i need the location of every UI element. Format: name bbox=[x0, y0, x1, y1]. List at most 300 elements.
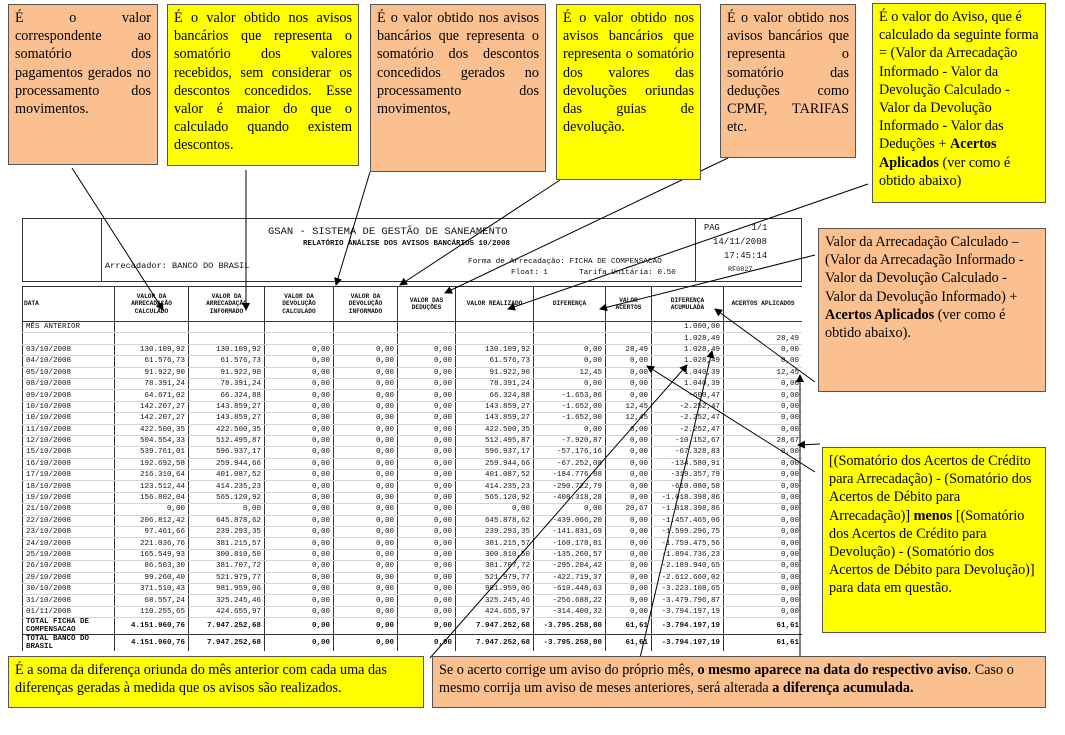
table-cell: 0,00 bbox=[334, 413, 398, 424]
table-cell: 0,00 bbox=[265, 424, 334, 435]
table-cell: 0,00 bbox=[606, 424, 652, 435]
table-cell: 0,00 bbox=[606, 447, 652, 458]
table-cell: 7.947.252,68 bbox=[189, 635, 265, 651]
table-cell: 21/10/2008 bbox=[23, 504, 115, 515]
table-cell: 0,00 bbox=[724, 401, 803, 412]
table-cell: 0,00 bbox=[724, 390, 803, 401]
table-cell: 61.576,73 bbox=[115, 356, 189, 367]
table-cell: 0,00 bbox=[265, 538, 334, 549]
table-cell: 25/10/2008 bbox=[23, 549, 115, 560]
note-text: É o valor correspondente ao somatório dos pagamentos gerados no processamento dos movimentos. bbox=[15, 10, 151, 118]
table-cell: 1.040,39 bbox=[652, 378, 724, 389]
table-cell: 0,00 bbox=[606, 435, 652, 446]
table-cell: 0,00 bbox=[265, 635, 334, 651]
table-cell: 0,00 bbox=[398, 470, 456, 481]
table-cell: 0,00 bbox=[724, 413, 803, 424]
table-cell: 28,67 bbox=[724, 435, 803, 446]
column-header: DATA bbox=[23, 287, 115, 322]
table-cell: -1.652,00 bbox=[534, 401, 606, 412]
note-text: É o valor do Aviso, que é calculado da seguinte forma = (Valor da Arrecadação Informado - Valor da Devolução Calculado - Valor da Devolução Informado - Valor das Deduções + bbox=[879, 9, 1039, 153]
note-text: É o valor obtido nos avisos bancários que representa o somatório dos valores recebidos, sem considerar os descontos concedidos. Esse valor é maior do que o calculado quando existem descontos. bbox=[174, 10, 352, 154]
note-text: [(Somatório dos Acertos de Crédito para Arrecadação) - (Somatório dos Acertos de Débito para Arrecadação)] bbox=[829, 453, 1032, 524]
table-cell: 26/10/2008 bbox=[23, 561, 115, 572]
note-text: Se o acerto corrige um aviso do próprio mês, bbox=[439, 662, 698, 678]
table-cell: 0,00 bbox=[398, 367, 456, 378]
report-code: RF0827 bbox=[728, 266, 753, 274]
table-cell: 12/10/2008 bbox=[23, 435, 115, 446]
table-cell: 0,00 bbox=[724, 470, 803, 481]
table-cell: 24/10/2008 bbox=[23, 538, 115, 549]
table-cell: 0,00 bbox=[334, 561, 398, 572]
note-devolucao-informado bbox=[556, 4, 701, 180]
note-text: Valor da Arrecadação Calculado – (Valor da Arrecadação Informado - Valor da Devolução Calculado - Valor da Devolução Informado) + bbox=[825, 234, 1024, 305]
table-cell: 0,00 bbox=[334, 595, 398, 606]
table-cell: 0,00 bbox=[265, 583, 334, 594]
table-cell: 0,00 bbox=[265, 504, 334, 515]
table-cell: 91.922,90 bbox=[189, 367, 265, 378]
table-cell: 61,61 bbox=[606, 618, 652, 635]
table-cell: -1.652,00 bbox=[534, 413, 606, 424]
table-cell: 66.324,88 bbox=[456, 390, 534, 401]
table-cell: 0,00 bbox=[398, 435, 456, 446]
table-cell: 0,00 bbox=[398, 595, 456, 606]
table-cell: 01/11/2008 bbox=[23, 606, 115, 617]
report-title: RELATÓRIO ANÁLISE DOS AVISOS BANCÁRIOS 10/2008 bbox=[303, 240, 511, 248]
table-cell: 0,00 bbox=[534, 356, 606, 367]
column-header: VALOR DA ARRECADAÇÃO INFORMADO bbox=[189, 287, 265, 322]
table-cell: 221.036,76 bbox=[115, 538, 189, 549]
table-cell: 0,00 bbox=[334, 606, 398, 617]
table-cell: 0,00 bbox=[724, 447, 803, 458]
table-cell: 20,67 bbox=[606, 504, 652, 515]
table-cell: 68.557,24 bbox=[115, 595, 189, 606]
table-cell: 0,00 bbox=[334, 435, 398, 446]
table-cell: 0,00 bbox=[398, 527, 456, 538]
table-cell: 0,00 bbox=[398, 390, 456, 401]
table-cell: 0,00 bbox=[606, 367, 652, 378]
table-cell: 0,00 bbox=[334, 618, 398, 635]
table-cell: 0,00 bbox=[265, 470, 334, 481]
table-cell: 381.707,72 bbox=[456, 561, 534, 572]
tarifa-unitaria: Tarifa Unitária: 0.50 bbox=[579, 269, 676, 277]
note-devolucao-calculado bbox=[370, 4, 546, 172]
table-cell: -1.457.465,06 bbox=[652, 515, 724, 526]
table-cell: 0,00 bbox=[606, 595, 652, 606]
table-cell: TOTAL FICHA DE COMPENSACAO bbox=[23, 618, 115, 635]
table-cell: 0,00 bbox=[606, 538, 652, 549]
table-cell: 86.503,30 bbox=[115, 561, 189, 572]
table-cell: 0,00 bbox=[265, 390, 334, 401]
table-cell: 0,00 bbox=[265, 458, 334, 469]
note-text: [(Somatório dos Acertos de Crédito para Devolução) - (Somatório dos Acertos de Débito para Devolução)] para data em questão. bbox=[829, 507, 1035, 597]
table-cell: 0,00 bbox=[334, 356, 398, 367]
note-text: (ver como é obtido abaixo) bbox=[879, 154, 1011, 189]
table-cell: 0,00 bbox=[115, 504, 189, 515]
table-cell: 04/10/2008 bbox=[23, 356, 115, 367]
table-cell: 130.109,92 bbox=[189, 344, 265, 355]
table-cell: 78.391,24 bbox=[189, 378, 265, 389]
table-cell: 539.761,01 bbox=[115, 447, 189, 458]
table-cell: 0,00 bbox=[534, 378, 606, 389]
report-date: 14/11/2008 bbox=[713, 237, 768, 247]
table-cell: -2.189.940,65 bbox=[652, 561, 724, 572]
table-cell: 66.324,88 bbox=[189, 390, 265, 401]
table-cell: 0,00 bbox=[334, 504, 398, 515]
table-cell: 0,00 bbox=[398, 606, 456, 617]
table-cell: 29/10/2008 bbox=[23, 572, 115, 583]
table-cell: 1.028,49 bbox=[652, 333, 724, 344]
table-cell: 28,49 bbox=[724, 333, 803, 344]
note-bold: o mesmo aparece na data do respectivo aviso bbox=[697, 662, 968, 678]
table-cell: 0,00 bbox=[606, 470, 652, 481]
table-cell: 0,00 bbox=[724, 356, 803, 367]
table-cell: -422.719,37 bbox=[534, 572, 606, 583]
note-arrecadacao-calculado bbox=[8, 4, 158, 165]
table-cell: 504.554,33 bbox=[115, 435, 189, 446]
note-text: (ver como é obtido abaixo). bbox=[825, 306, 1006, 342]
table-cell: 0,00 bbox=[398, 515, 456, 526]
table-cell: 0,00 bbox=[265, 344, 334, 355]
table-cell: 61,61 bbox=[724, 635, 803, 651]
table-cell: -600,47 bbox=[652, 390, 724, 401]
table-cell: 0,00 bbox=[606, 481, 652, 492]
system-title: GSAN - SISTEMA DE GESTÃO DE SANEAMENTO bbox=[268, 226, 508, 238]
table-cell: -295.204,42 bbox=[534, 561, 606, 572]
table-cell: 61.576,73 bbox=[456, 356, 534, 367]
table-cell: 0,00 bbox=[724, 481, 803, 492]
column-header: VALOR DA ARRECADAÇÃO CALCULADO bbox=[115, 287, 189, 322]
table-cell: 0,00 bbox=[398, 413, 456, 424]
table-cell: 15/10/2008 bbox=[23, 447, 115, 458]
table-cell: 12,45 bbox=[724, 367, 803, 378]
table-cell: 0,00 bbox=[534, 424, 606, 435]
table-cell: 0,00 bbox=[334, 447, 398, 458]
table-cell: 0,00 bbox=[398, 344, 456, 355]
table-cell: 31/10/2008 bbox=[23, 595, 115, 606]
note-arrecadacao-informado bbox=[167, 4, 359, 166]
table-cell: -1.894.736,23 bbox=[652, 549, 724, 560]
table-cell: 0,00 bbox=[398, 561, 456, 572]
table-cell: -3.795.258,80 bbox=[534, 635, 606, 651]
table-cell: 0,00 bbox=[398, 401, 456, 412]
table-cell: 565.120,92 bbox=[456, 492, 534, 503]
table-cell: 0,00 bbox=[334, 481, 398, 492]
table-cell: 239.293,35 bbox=[189, 527, 265, 538]
table-cell: 19/10/2008 bbox=[23, 492, 115, 503]
column-header: DIFERENÇA bbox=[534, 287, 606, 322]
table-cell: 0,00 bbox=[606, 458, 652, 469]
column-header: DIFERENÇA ACUMULADA bbox=[652, 287, 724, 322]
table-cell: -3.795.258,80 bbox=[534, 618, 606, 635]
table-cell: 0,00 bbox=[606, 606, 652, 617]
table-cell: 165.549,93 bbox=[115, 549, 189, 560]
table-cell: 381.707,72 bbox=[189, 561, 265, 572]
table-cell: -1.759.475,56 bbox=[652, 538, 724, 549]
table-cell: 0,00 bbox=[334, 470, 398, 481]
table-cell: 0,00 bbox=[724, 492, 803, 503]
note-text: É o valor obtido nos avisos bancários que representa o somatório dos valores das devoluções oriundas das guias de devolução. bbox=[563, 10, 694, 136]
table-cell: 30/10/2008 bbox=[23, 583, 115, 594]
table-cell: 259.944,66 bbox=[189, 458, 265, 469]
table-cell: 0,00 bbox=[606, 527, 652, 538]
note-diferenca-acumulada bbox=[8, 656, 424, 708]
table-cell: 0,00 bbox=[606, 572, 652, 583]
table-cell: -439.066,20 bbox=[534, 515, 606, 526]
table-cell: 422.500,35 bbox=[115, 424, 189, 435]
table-cell: 91.922,90 bbox=[456, 367, 534, 378]
column-header: ACERTOS APLICADOS bbox=[724, 287, 803, 322]
table-cell: 596.937,17 bbox=[456, 447, 534, 458]
table-cell: 0,00 bbox=[724, 606, 803, 617]
table-cell: 18/10/2008 bbox=[23, 481, 115, 492]
table-cell: -290.722,79 bbox=[534, 481, 606, 492]
table-cell: 325.245,46 bbox=[189, 595, 265, 606]
table-cell: -1.018.398,86 bbox=[652, 492, 724, 503]
note-text: É o valor obtido nos avisos bancários que representa o somatório das deduções como CPMF, TARIFAS etc. bbox=[727, 10, 849, 136]
table-cell: 0,00 bbox=[606, 561, 652, 572]
table-cell: -135.260,57 bbox=[534, 549, 606, 560]
table-cell: -67.252,08 bbox=[534, 458, 606, 469]
table-cell: 0,00 bbox=[456, 504, 534, 515]
table-cell: 414.235,23 bbox=[456, 481, 534, 492]
table-cell: 09/10/2008 bbox=[23, 390, 115, 401]
table-cell: 565.120,92 bbox=[189, 492, 265, 503]
note-diferenca bbox=[818, 228, 1046, 392]
table-cell: 0,00 bbox=[265, 549, 334, 560]
table-cell: 0,00 bbox=[398, 635, 456, 651]
table-cell: 424.655,97 bbox=[456, 606, 534, 617]
table-cell: -2.252,47 bbox=[652, 401, 724, 412]
table-cell: 0,00 bbox=[398, 583, 456, 594]
table-cell: -314.400,32 bbox=[534, 606, 606, 617]
table-cell: 0,00 bbox=[265, 378, 334, 389]
table-cell: MÊS ANTERIOR bbox=[23, 322, 115, 333]
table-cell: 0,00 bbox=[265, 515, 334, 526]
table-cell: 0,00 bbox=[334, 583, 398, 594]
table-cell: 1.040,39 bbox=[652, 367, 724, 378]
table-cell: 78.391,24 bbox=[456, 378, 534, 389]
table-cell: 0,00 bbox=[534, 504, 606, 515]
table-cell: 0,00 bbox=[724, 538, 803, 549]
table-cell: 4.151.960,76 bbox=[115, 635, 189, 651]
table-cell: 0,00 bbox=[189, 504, 265, 515]
table-cell: 0,00 bbox=[606, 378, 652, 389]
table-cell: -3.794.197,19 bbox=[652, 618, 724, 635]
table-cell: 0,00 bbox=[265, 572, 334, 583]
table-cell: 371.510,43 bbox=[115, 583, 189, 594]
table-cell: 143.859,27 bbox=[456, 413, 534, 424]
page-number: PAG 1/1 bbox=[704, 223, 768, 233]
table-cell: -3.794.197,19 bbox=[652, 606, 724, 617]
table-cell: 521.979,77 bbox=[189, 572, 265, 583]
table-cell: 10/10/2008 bbox=[23, 413, 115, 424]
forma-arrecadacao: Forma de Arrecadação: FICHA DE COMPENSACAO bbox=[468, 258, 662, 266]
table-cell: 1.000,00 bbox=[652, 322, 724, 333]
table-cell: 0,00 bbox=[398, 378, 456, 389]
table-cell: 0,00 bbox=[265, 618, 334, 635]
table-cell: 0,00 bbox=[724, 458, 803, 469]
table-cell: 521.979,77 bbox=[456, 572, 534, 583]
report-time: 17:45:14 bbox=[724, 251, 768, 261]
table-cell: 0,00 bbox=[265, 447, 334, 458]
table-cell: -67.328,83 bbox=[652, 447, 724, 458]
table-cell: 0,00 bbox=[334, 527, 398, 538]
column-header: VALOR ACERTOS bbox=[606, 287, 652, 322]
table-cell: 981.959,06 bbox=[189, 583, 265, 594]
table-cell: 99.260,40 bbox=[115, 572, 189, 583]
table-cell: 0,00 bbox=[265, 356, 334, 367]
table-cell: 12,45 bbox=[606, 413, 652, 424]
table-cell: 0,00 bbox=[334, 367, 398, 378]
table-cell: 401.087,52 bbox=[189, 470, 265, 481]
table-cell: 0,00 bbox=[398, 447, 456, 458]
table-cell: -2.612.660,02 bbox=[652, 572, 724, 583]
table-cell: 142.207,27 bbox=[115, 401, 189, 412]
table-cell: 0,00 bbox=[534, 344, 606, 355]
note-bold: Acertos Aplicados bbox=[825, 306, 935, 323]
table-cell: 0,00 bbox=[398, 504, 456, 515]
table-cell: 259.944,66 bbox=[456, 458, 534, 469]
note-bold: a diferença acumulada. bbox=[772, 680, 914, 697]
table-cell: 22/10/2008 bbox=[23, 515, 115, 526]
table-cell: 0,00 bbox=[334, 401, 398, 412]
table-cell: -256.688,22 bbox=[534, 595, 606, 606]
column-header: VALOR DA DEVOLUÇÃO CALCULADO bbox=[265, 287, 334, 322]
table-cell: 142.207,27 bbox=[115, 413, 189, 424]
table-cell: 0,00 bbox=[334, 378, 398, 389]
note-valor-realizado bbox=[872, 3, 1046, 203]
table-cell: -3.479.796,87 bbox=[652, 595, 724, 606]
table-cell: 0,00 bbox=[606, 549, 652, 560]
table-cell: -57.176,16 bbox=[534, 447, 606, 458]
table-cell: 0,00 bbox=[398, 538, 456, 549]
table-cell: -1.018.398,86 bbox=[652, 504, 724, 515]
table-cell: TOTAL BANCO DO BRASIL bbox=[23, 635, 115, 651]
table-cell: 61.576,73 bbox=[189, 356, 265, 367]
table-cell: 16/10/2008 bbox=[23, 458, 115, 469]
table-cell: 206.812,42 bbox=[115, 515, 189, 526]
table-cell: 0,00 bbox=[724, 515, 803, 526]
table-cell: 0,00 bbox=[265, 606, 334, 617]
note-acertos-aplicados bbox=[822, 447, 1046, 633]
note-text: É a soma da diferença oriunda do mês anterior com cada uma das diferenças geradas à medida que os avisos são realizados. bbox=[15, 662, 387, 697]
table-cell: -2.252,47 bbox=[652, 413, 724, 424]
table-cell: 0,00 bbox=[334, 390, 398, 401]
table-cell: 0,00 bbox=[724, 504, 803, 515]
table-cell: 0,00 bbox=[398, 481, 456, 492]
table-cell: 422.500,35 bbox=[456, 424, 534, 435]
table-cell: 0,00 bbox=[265, 481, 334, 492]
note-text: É o valor obtido nos avisos bancários que representa o somatório dos descontos concedidos gerados no processamento dos movimentos, bbox=[377, 10, 539, 118]
table-cell: -1.653,86 bbox=[534, 390, 606, 401]
table-cell: -141.831,69 bbox=[534, 527, 606, 538]
table-cell: 17/10/2008 bbox=[23, 470, 115, 481]
table-cell: -7.920,87 bbox=[534, 435, 606, 446]
table-cell: 23/10/2008 bbox=[23, 527, 115, 538]
table-cell: 0,00 bbox=[724, 561, 803, 572]
table-cell: 596.937,17 bbox=[189, 447, 265, 458]
float-value: Float: 1 bbox=[511, 269, 548, 277]
table-cell: -610.080,58 bbox=[652, 481, 724, 492]
table-cell: -319.357,79 bbox=[652, 470, 724, 481]
table-cell: 300.810,50 bbox=[456, 549, 534, 560]
table-cell: 0,00 bbox=[398, 356, 456, 367]
table-cell: 143.859,27 bbox=[456, 401, 534, 412]
table-cell: 11/10/2008 bbox=[23, 424, 115, 435]
table-cell: 0,00 bbox=[724, 378, 803, 389]
table-cell: 156.802,04 bbox=[115, 492, 189, 503]
table-cell: 0,00 bbox=[265, 401, 334, 412]
table-cell: 0,00 bbox=[334, 458, 398, 469]
table-cell: 325.245,46 bbox=[456, 595, 534, 606]
note-bold: Acertos Aplicados bbox=[879, 136, 997, 171]
table-cell: 0,00 bbox=[724, 424, 803, 435]
table-cell: -184.776,88 bbox=[534, 470, 606, 481]
table-cell: 143.859,27 bbox=[189, 401, 265, 412]
table-cell: 0,00 bbox=[334, 515, 398, 526]
table-cell: 0,00 bbox=[265, 413, 334, 424]
table-cell: -3.223.108,65 bbox=[652, 583, 724, 594]
note-acerto-correcao bbox=[432, 656, 1046, 708]
table-cell: 0,00 bbox=[606, 583, 652, 594]
table-cell: 216.310,64 bbox=[115, 470, 189, 481]
table-cell: 0,00 bbox=[724, 595, 803, 606]
table-cell: 91.922,90 bbox=[115, 367, 189, 378]
note-deducoes bbox=[720, 4, 856, 158]
table-cell: -3.794.197,19 bbox=[652, 635, 724, 651]
table-cell: 0,00 bbox=[724, 344, 803, 355]
table-cell: 192.692,58 bbox=[115, 458, 189, 469]
table-cell: 981.959,06 bbox=[456, 583, 534, 594]
table-cell: 0,00 bbox=[265, 595, 334, 606]
table-cell: 0,00 bbox=[724, 549, 803, 560]
table-cell: 78.391,24 bbox=[115, 378, 189, 389]
table-cell: 381.215,57 bbox=[189, 538, 265, 549]
table-cell: 645.878,62 bbox=[189, 515, 265, 526]
table-cell: 130.109,92 bbox=[115, 344, 189, 355]
table-cell: 424.655,97 bbox=[189, 606, 265, 617]
table-cell: 0,00 bbox=[724, 572, 803, 583]
table-cell: 0,00 bbox=[265, 435, 334, 446]
table-cell: -10.152,67 bbox=[652, 435, 724, 446]
table-cell: 0,00 bbox=[265, 492, 334, 503]
table-cell: 422.500,35 bbox=[189, 424, 265, 435]
table-cell: 28,49 bbox=[606, 344, 652, 355]
table-cell: -610.448,63 bbox=[534, 583, 606, 594]
column-header: VALOR DAS DEDUÇÕES bbox=[398, 287, 456, 322]
table-cell: 4.151.960,76 bbox=[115, 618, 189, 635]
arrecadador-label: Arrecadador: BANCO DO BRASIL bbox=[105, 261, 250, 271]
table-cell: 1.028,49 bbox=[652, 344, 724, 355]
table-cell: 0,00 bbox=[334, 424, 398, 435]
table-cell: 401.087,52 bbox=[456, 470, 534, 481]
table-cell: 645.878,62 bbox=[456, 515, 534, 526]
table-cell: 130.109,92 bbox=[456, 344, 534, 355]
table-cell: 0,00 bbox=[606, 390, 652, 401]
table-cell: 143.859,27 bbox=[189, 413, 265, 424]
table-cell: 0,00 bbox=[398, 424, 456, 435]
table-cell: 0,00 bbox=[265, 367, 334, 378]
table-cell: 300.810,50 bbox=[189, 549, 265, 560]
table-cell: 0,00 bbox=[398, 618, 456, 635]
table-cell: -1.599.296,75 bbox=[652, 527, 724, 538]
table-cell: 0,00 bbox=[334, 344, 398, 355]
table-cell: 08/10/2008 bbox=[23, 378, 115, 389]
note-text: . Caso o mesmo corrija um aviso de meses anteriores, será alterada bbox=[439, 662, 1014, 697]
table-cell: 0,00 bbox=[398, 492, 456, 503]
table-cell: 381.215,57 bbox=[456, 538, 534, 549]
table-cell: 61,61 bbox=[724, 618, 803, 635]
